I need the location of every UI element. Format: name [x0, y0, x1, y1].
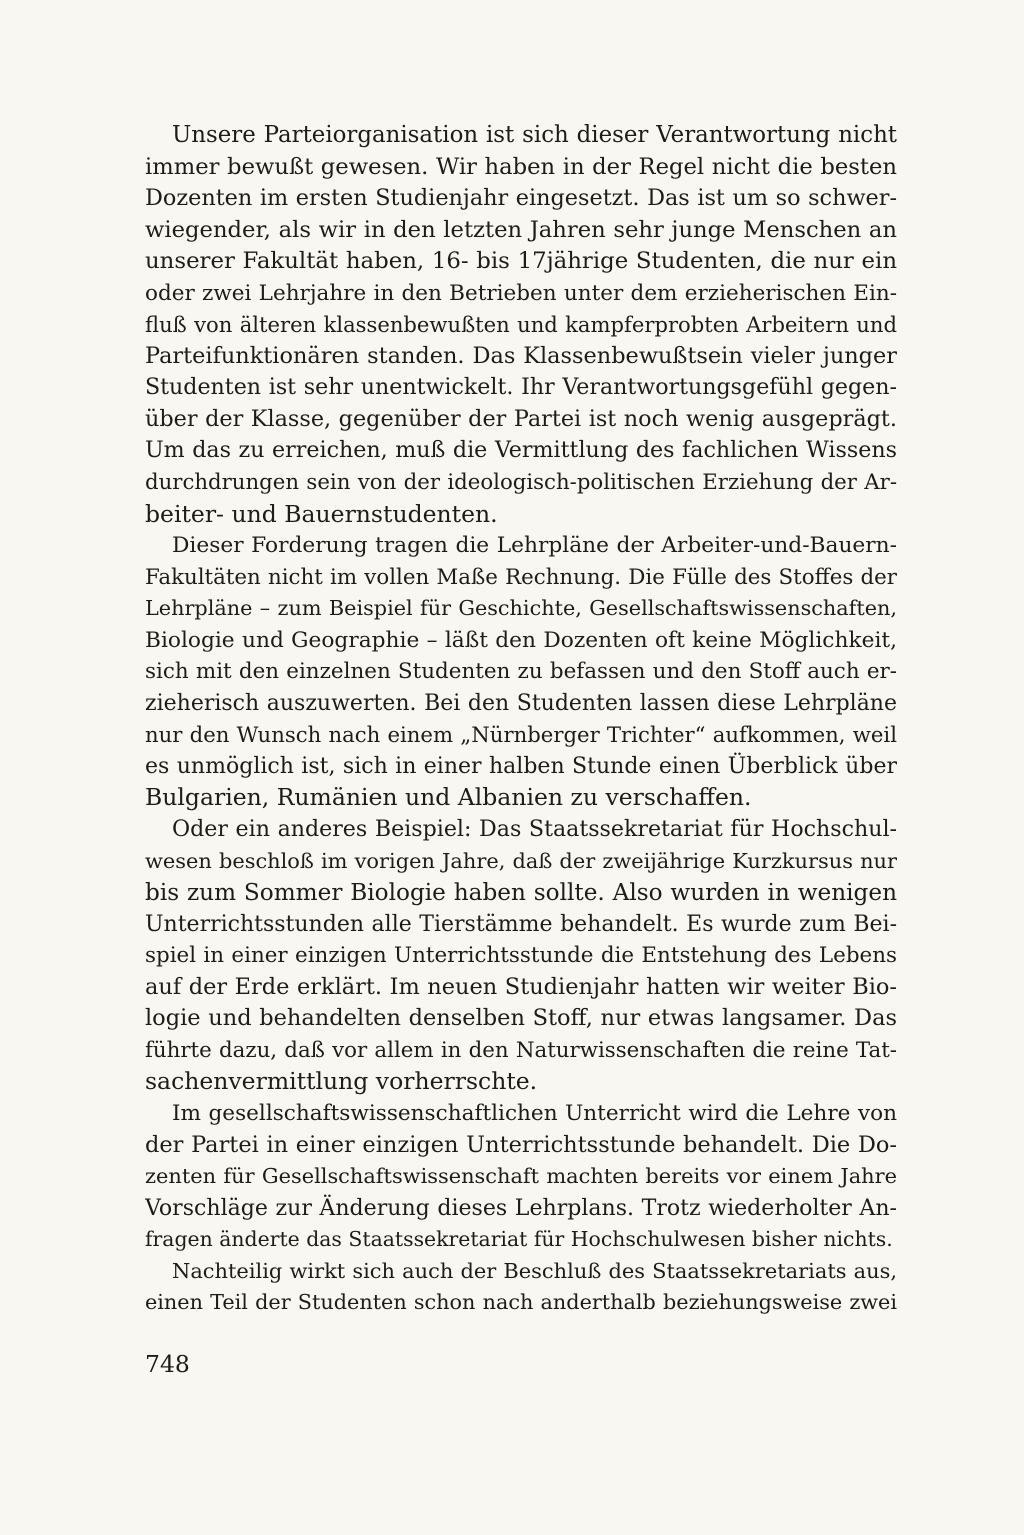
text-line: wiegender, als wir in den letzten Jahren sehr junge Menschen an [145, 216, 897, 243]
text-line: führte dazu, daß vor allem in den Naturwissenschaften die reine Tat- [145, 1037, 897, 1063]
text-line: beiter- und Bauernstudenten. [145, 499, 498, 528]
text-line: unserer Fakultät haben, 16- bis 17jährige Studenten, die nur ein [145, 248, 897, 275]
text-line: Bulgarien, Rumänien und Albanien zu verschaffen. [145, 783, 752, 812]
text-line: sich mit den einzelnen Studenten zu befassen und den Stoff auch er- [145, 659, 897, 685]
text-line: zieherisch auszuwerten. Bei den Studenten lassen diese Lehrpläne [145, 690, 897, 716]
text-line: bis zum Sommer Biologie haben sollte. Also wurden in wenigen [145, 879, 897, 907]
text-line: fragen änderte das Staatssekretariat für Hochschulwesen bisher nichts. [145, 1227, 893, 1252]
text-line: immer bewußt gewesen. Wir haben in der Regel nicht die besten [145, 153, 897, 180]
text-line: einen Teil der Studenten schon nach anderthalb beziehungsweise zwei [145, 1290, 897, 1315]
text-line: Fakultäten nicht im vollen Maße Rechnung. Die Fülle des Stoffes der [145, 564, 897, 590]
body-text [145, 120, 897, 1319]
text-line: fluß von älteren klassenbewußten und kampferprobten Arbeitern und [145, 312, 897, 338]
text-line: Studenten ist sehr unentwickelt. Ihr Verantwortungsgefühl gegen- [145, 374, 897, 401]
text-line: Parteifunktionären standen. Das Klassenbewußtsein vieler junger [145, 342, 897, 369]
text-line: Unterrichtsstunden alle Tierstämme behandelt. Es wurde zum Bei- [145, 911, 897, 937]
text-line: Um das zu erreichen, muß die Vermittlung des fachlichen Wissens [145, 437, 897, 464]
text-line: durchdrungen sein von der ideologisch-politischen Erziehung der Ar- [145, 470, 897, 496]
text-line: Vorschläge zur Änderung dieses Lehrplans. Trotz wiederholter An- [145, 1195, 897, 1221]
text-line: zenten für Gesellschaftswissenschaft machten bereits vor einem Jahre [145, 1164, 897, 1189]
text-line: sachenvermittlung vorherrschte. [145, 1067, 538, 1096]
text-line: es unmöglich ist, sich in einer halben Stunde einen Überblick über [145, 753, 897, 779]
text-line: Oder ein anderes Beispiel: Das Staatssekretariat für Hochschul- [172, 816, 897, 843]
text-line: auf der Erde erklärt. Im neuen Studienjahr hatten wir weiter Bio- [145, 973, 897, 1000]
text-line: logie und behandelten denselben Stoff, nur etwas langsamer. Das [145, 1005, 897, 1032]
text-line: oder zwei Lehrjahre in den Betrieben unter dem erzieherischen Ein- [145, 280, 897, 306]
text-line: über der Klasse, gegenüber der Partei ist noch wenig ausgeprägt. [145, 405, 897, 432]
text-line: nur den Wunsch nach einem „Nürnberger Trichter“ aufkommen, weil [145, 722, 897, 748]
text-line: spiel in einer einzigen Unterrichtsstunde die Entstehung des Lebens [145, 943, 897, 969]
text-line: Lehrpläne – zum Beispiel für Geschichte, Gesellschaftswissenschaften, [145, 596, 897, 621]
text-line: Im gesellschaftswissenschaftlichen Unterricht wird die Lehre von [172, 1100, 897, 1126]
text-line: Nachteilig wirkt sich auch der Beschluß des Staatssekretariats aus, [172, 1258, 897, 1283]
text-line: Unsere Parteiorganisation ist sich dieser Verantwortung nicht [172, 122, 897, 148]
text-line: der Partei in einer einzigen Unterrichtsstunde behandelt. Die Do- [145, 1131, 897, 1158]
text-line: Dieser Forderung tragen die Lehrpläne der Arbeiter-und-Bauern- [172, 533, 897, 559]
text-line: Dozenten im ersten Studienjahr eingesetzt. Das ist um so schwer- [145, 185, 897, 212]
text-line: wesen beschloß im vorigen Jahre, daß der zweijährige Kurzkursus nur [145, 848, 897, 873]
text-line: Biologie und Geographie – läßt den Dozenten oft keine Möglichkeit, [145, 627, 897, 653]
page-number: 748 [145, 1350, 190, 1378]
